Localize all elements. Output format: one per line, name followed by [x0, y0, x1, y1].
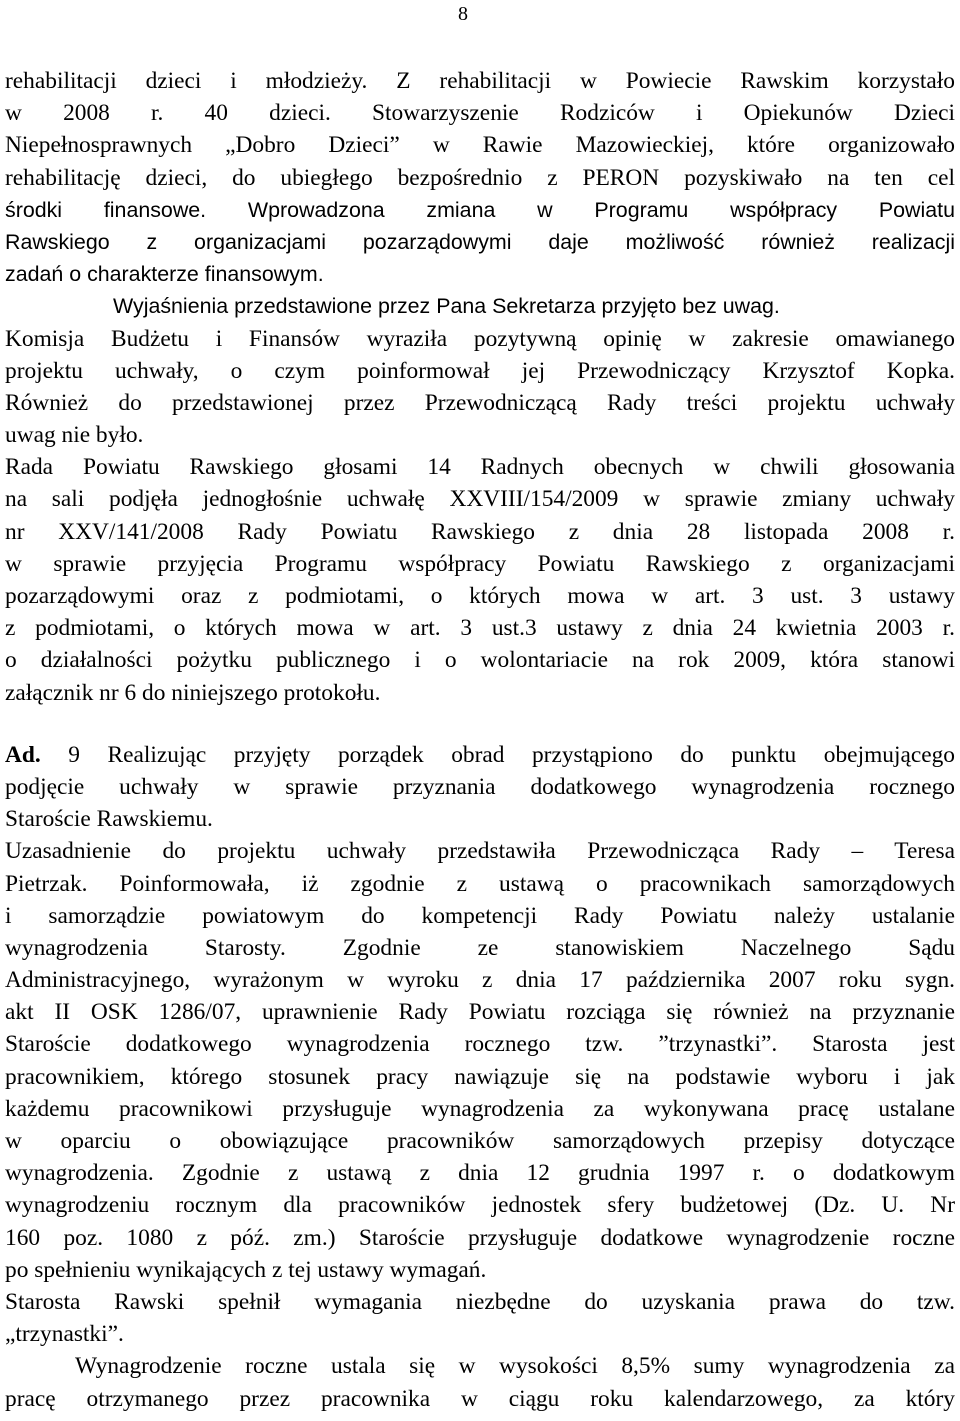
text-line: Administracyjnego, wyrażonym w wyroku z dnia 17 października 2007 roku sygn.	[5, 967, 955, 994]
text-line: pozarządowymi oraz z podmiotami, o których mowa w art. 3 ust. 3 ustawy	[5, 583, 955, 609]
text-line: Rawskiego z organizacjami pozarządowymi daje możliwość również realizacji	[5, 229, 955, 254]
agenda-item-label: Ad.	[5, 741, 41, 768]
paragraph-gap	[5, 709, 955, 739]
text-line: Niepełnosprawnych „Dobro Dzieci” w Rawie Mazowieckiej, które organizowało	[5, 132, 955, 159]
text-line: zadań o charakterze finansowym.	[5, 262, 324, 287]
text-line: nr XXV/141/2008 Rady Powiatu Rawskiego z dnia 28 listopada 2008 r.	[5, 518, 955, 545]
text-line: z podmiotami, o których mowa w art. 3 ust.3 ustawy z dnia 24 kwietnia 2003 r.	[5, 615, 955, 642]
text-line: podjęcie uchwały w sprawie przyznania dodatkowego wynagrodzenia rocznego	[5, 773, 955, 800]
text-line: na sali podjęła jednogłośnie uchwałę XXVIII/154/2009 w sprawie zmiany uchwały	[5, 486, 955, 513]
text-line: Rada Powiatu Rawskiego głosami 14 Radnych obecnych w chwili głosowania	[5, 454, 955, 481]
text-line: „trzynastki”.	[5, 1321, 124, 1348]
text-line: wynagrodzenia. Zgodnie z ustawą z dnia 12 grudnia 1997 r. o dodatkowym	[5, 1160, 955, 1187]
text-line: załącznik nr 6 do niniejszego protokołu.	[5, 679, 381, 706]
text-line: rehabilitacji dzieci i młodzieży. Z rehabilitacji w Powiecie Rawskim korzystało	[5, 68, 955, 94]
text-line: Staroście Rawskiemu.	[5, 806, 213, 833]
text-line: Komisja Budżetu i Finansów wyraziła pozytywną opinię w zakresie omawianego	[5, 325, 955, 352]
text-line: pracę otrzymanego przez pracownika w ciągu roku kalendarzowego, za który	[5, 1385, 955, 1412]
text-line: Staroście dodatkowego wynagrodzenia rocznego tzw. ”trzynastki”. Starosta jest	[5, 1031, 955, 1058]
body-text	[5, 65, 955, 1415]
text-line: Wyjaśnienia przedstawione przez Pana Sekretarza przyjęto bez uwag.	[113, 294, 780, 319]
text-line: o działalności pożytku publicznego i o wolontariacie na rok 2009, która stanowi	[5, 647, 955, 674]
text-line: rehabilitację dzieci, do ubiegłego bezpośrednio z PERON pozyskiwało na ten cel	[5, 164, 955, 191]
text-line: w oparciu o obowiązujące pracowników samorządowych przepisy dotyczące	[5, 1128, 955, 1154]
text-line: Uzasadnienie do projektu uchwały przedstawiła Przewodnicząca Rady – Teresa	[5, 838, 955, 865]
text-line: w sprawie przyjęcia Programu współpracy Powiatu Rawskiego z organizacjami	[5, 550, 955, 577]
text-line: po spełnieniu wynikających z tej ustawy wymagań.	[5, 1256, 487, 1283]
text-line: pracownikiem, którego stosunek pracy nawiązuje się na podstawie wyboru i jak	[5, 1063, 955, 1090]
text-line: Pietrzak. Poinformowała, iż zgodnie z ustawą o pracownikach samorządowych	[5, 870, 955, 897]
text-line: środki finansowe. Wprowadzona zmiana w Programu współpracy Powiatu	[5, 197, 955, 222]
text-line: projektu uchwały, o czym poinformował jej Przewodniczący Krzysztof Kopka.	[5, 357, 955, 384]
agenda-item-line	[5, 739, 955, 771]
text-line: akt II OSK 1286/07, uprawnienie Rady Powiatu rozciąga się również na przyznanie	[5, 999, 955, 1026]
text-line: w 2008 r. 40 dzieci. Stowarzyszenie Rodziców i Opiekunów Dzieci	[5, 100, 955, 127]
document-page	[5, 0, 955, 1421]
page-number: 8	[458, 3, 468, 25]
text-line: 9 Realizując przyjęty porządek obrad przystąpiono do punktu obejmującego	[40, 741, 955, 768]
text-line: każdemu pracownikowi przysługuje wynagrodzenia za wykonywana pracę ustalane	[5, 1095, 955, 1122]
text-line: Wynagrodzenie roczne ustala się w wysokości 8,5% sumy wynagrodzenia za	[75, 1353, 955, 1380]
text-line: Starosta Rawski spełnił wymagania niezbędne do uzyskania prawa do tzw.	[5, 1288, 955, 1315]
text-line: wynagrodzenia Starosty. Zgodnie ze stanowiskiem Naczelnego Sądu	[5, 934, 955, 961]
text-line: wynagrodzeniu rocznym dla pracowników jednostek sfery budżetowej (Dz. U. Nr	[5, 1192, 955, 1219]
text-line: uwag nie było.	[5, 422, 144, 449]
text-line: 160 poz. 1080 z póź. zm.) Staroście przysługuje dodatkowe wynagrodzenie roczne	[5, 1224, 955, 1251]
text-line: Również do przedstawionej przez Przewodniczącą Rady treści projektu uchwały	[5, 389, 955, 416]
text-line: i samorządzie powiatowym do kompetencji Rady Powiatu należy ustalanie	[5, 902, 955, 929]
